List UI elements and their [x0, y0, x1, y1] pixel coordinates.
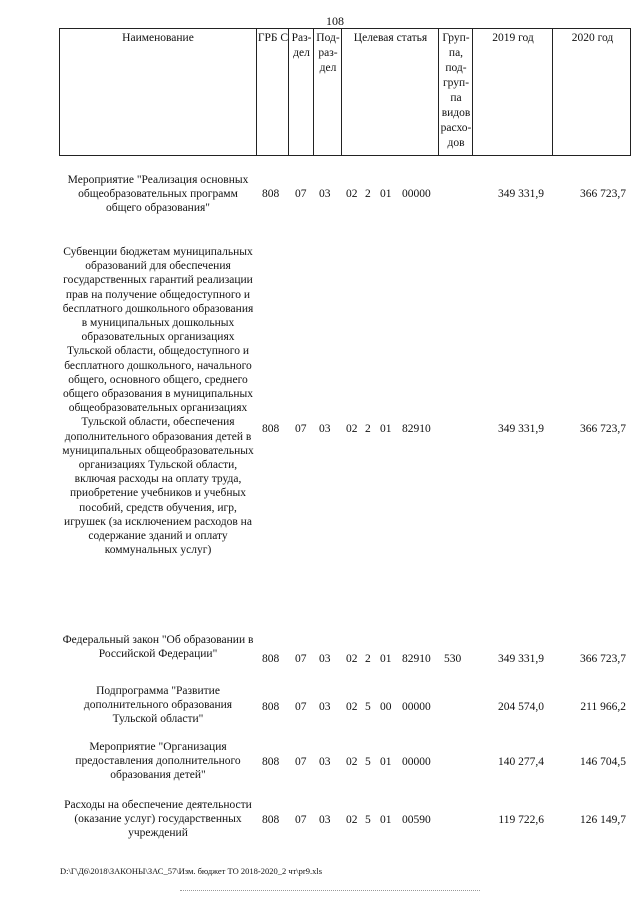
header-grbs: ГРБ С: [256, 29, 289, 155]
row-target-event: 01: [380, 653, 392, 665]
row-name: Подпрограмма "Развитие дополнительного образования Тульской области": [83, 685, 233, 726]
row-target-subprogram: 2: [365, 653, 371, 665]
row-target-direction: 00000: [402, 756, 431, 768]
row-target-event: 01: [380, 188, 392, 200]
row-2020: 366 723,7: [580, 188, 626, 200]
row-grbs: 808: [262, 814, 280, 826]
row-target-program: 02: [346, 423, 358, 435]
row-target-event: 00: [380, 701, 392, 713]
row-2020: 366 723,7: [580, 423, 626, 435]
row-grbs: 808: [262, 653, 280, 665]
header-name: Наименование: [122, 32, 194, 44]
row-name: Мероприятие "Реализация основных общеобразовательных программ общего образования": [67, 174, 249, 215]
row-group: 530: [444, 653, 462, 665]
row-podrazdel: 03: [319, 701, 331, 713]
row-podrazdel: 03: [319, 653, 331, 665]
row-podrazdel: 03: [319, 188, 331, 200]
row-2020: 126 149,7: [580, 814, 626, 826]
row-name: Мероприятие "Организация предоставления дополнительного образования детей": [75, 741, 241, 782]
header-target: Целевая статья: [341, 29, 439, 155]
row-2019: 119 722,6: [498, 814, 544, 826]
row-target-event: 01: [380, 814, 392, 826]
row-2019: 349 331,9: [498, 423, 544, 435]
header-podrazdel: Под- раз- дел: [313, 29, 342, 155]
row-2020: 211 966,2: [580, 701, 626, 713]
row-target-program: 02: [346, 653, 358, 665]
header-group: Груп- па, под- груп- па видов расхо- дов: [438, 29, 473, 155]
row-razdel: 07: [295, 653, 307, 665]
row-grbs: 808: [262, 701, 280, 713]
row-target-subprogram: 5: [365, 814, 371, 826]
row-2019: 349 331,9: [498, 188, 544, 200]
row-target-program: 02: [346, 814, 358, 826]
header-razdel: Раз- дел: [288, 29, 314, 155]
row-grbs: 808: [262, 756, 280, 768]
header-2020: 2020 год: [552, 29, 632, 155]
header-2019: 2019 год: [472, 29, 553, 155]
row-razdel: 07: [295, 701, 307, 713]
row-razdel: 07: [295, 814, 307, 826]
row-2019: 349 331,9: [498, 653, 544, 665]
row-grbs: 808: [262, 188, 280, 200]
row-name: Субвенции бюджетам муниципальных образований для обеспечения государственных гарантий реализации прав на получение общедоступного и бесплатного дошкольного образования в муниципальных дошкольных образовательных организациях Тульской области, общедоступного и бесплатного дошкольного, начального общего, основного общего, среднего общего образования в муниципальных общеобразовательных организациях Тульской области, обеспечения дополнительного образования детей в муниципальных общеобразовательных организациях Тульской области, включая расходы на оплату труда, приобретение учебников и учебных пособий, средств обучения, игр, игрушек (за исключением расходов на содержание зданий и оплату коммунальных услуг): [62, 246, 254, 557]
row-target-direction: 82910: [402, 423, 431, 435]
scan-artifact-line: [180, 890, 480, 892]
row-target-subprogram: 2: [365, 423, 371, 435]
row-2019: 140 277,4: [498, 756, 544, 768]
table-header: [59, 28, 631, 156]
row-podrazdel: 03: [319, 756, 331, 768]
row-target-direction: 00000: [402, 701, 431, 713]
row-name: Федеральный закон "Об образовании в Российской Федерации": [62, 634, 254, 661]
page-number: 108: [326, 14, 344, 28]
row-grbs: 808: [262, 423, 280, 435]
row-target-direction: 00000: [402, 188, 431, 200]
row-razdel: 07: [295, 188, 307, 200]
row-target-event: 01: [380, 756, 392, 768]
row-target-program: 02: [346, 188, 358, 200]
row-target-program: 02: [346, 701, 358, 713]
row-2020: 146 704,5: [580, 756, 626, 768]
row-target-subprogram: 5: [365, 756, 371, 768]
row-2019: 204 574,0: [498, 701, 544, 713]
row-target-direction: 00590: [402, 814, 431, 826]
row-razdel: 07: [295, 756, 307, 768]
row-podrazdel: 03: [319, 423, 331, 435]
row-target-event: 01: [380, 423, 392, 435]
row-target-direction: 82910: [402, 653, 431, 665]
row-target-subprogram: 2: [365, 188, 371, 200]
row-name: Расходы на обеспечение деятельности (оказание услуг) государственных учреждений: [64, 799, 252, 840]
footer-file-path: D:\Г\Д6\2018\ЗАКОНЫ\ЗАС_57\Изм. бюджет ТО 2018-2020_2 чт\pr9.xls: [60, 866, 323, 876]
row-podrazdel: 03: [319, 814, 331, 826]
row-target-subprogram: 5: [365, 701, 371, 713]
row-2020: 366 723,7: [580, 653, 626, 665]
row-target-program: 02: [346, 756, 358, 768]
row-razdel: 07: [295, 423, 307, 435]
